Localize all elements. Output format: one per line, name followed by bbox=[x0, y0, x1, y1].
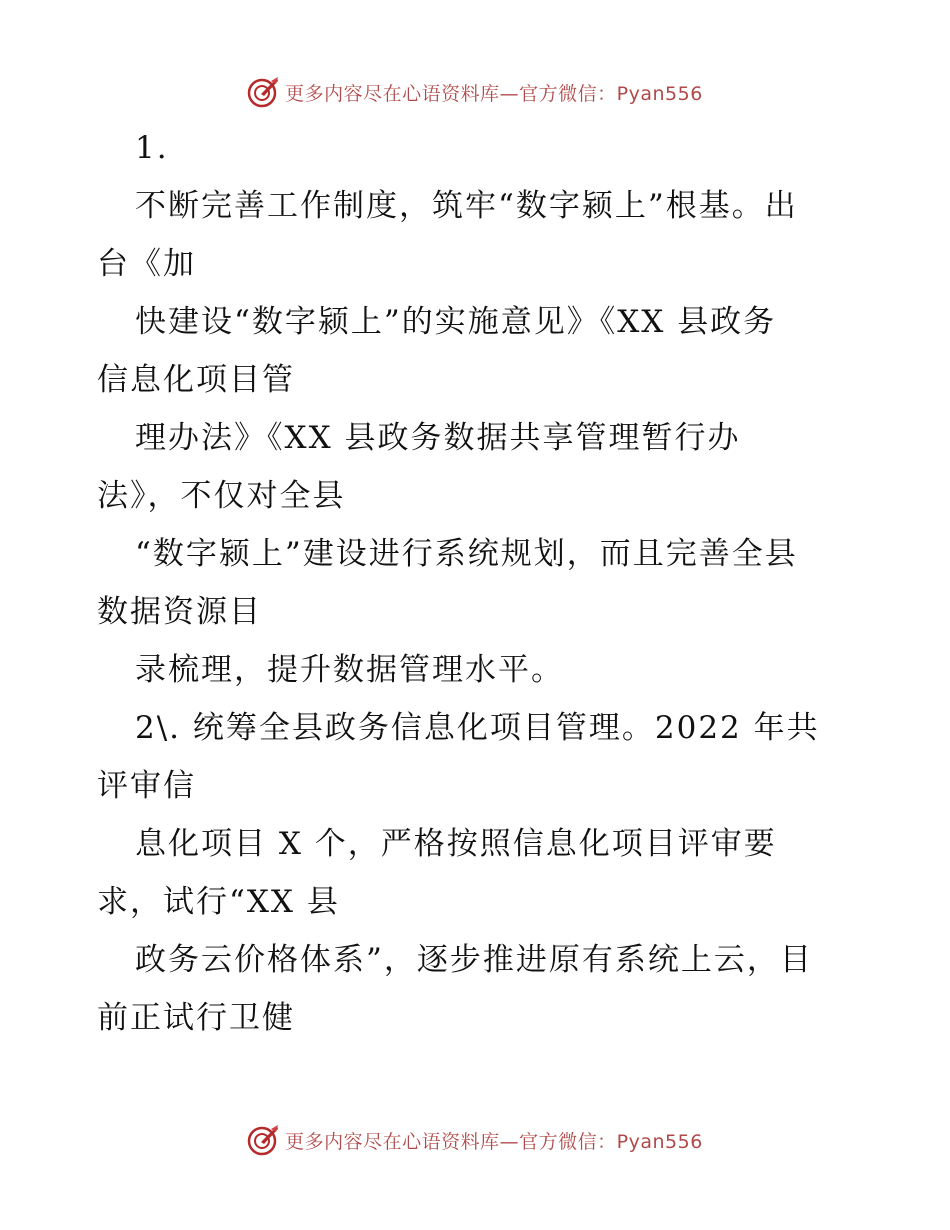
text-line: 1. bbox=[135, 130, 169, 166]
text-line: 理办法》《XX 县政务数据共享管理暂行办 bbox=[135, 420, 741, 456]
text-line: 法》，不仅对全县 bbox=[97, 478, 346, 514]
text-line: 政务云价格体系”，逐步推进原有系统上云，目 bbox=[135, 942, 813, 978]
text-line: 2\. 统筹全县政务信息化项目管理。2022 年共 bbox=[135, 710, 820, 746]
text-line: 不断完善工作制度，筑牢“数字颍上”根基。出 bbox=[135, 188, 798, 224]
text-line: 数据资源目 bbox=[97, 594, 262, 630]
header-wechat-id: Pyan556 bbox=[616, 82, 703, 105]
quill-logo-icon bbox=[247, 75, 281, 109]
text-line: 评审信 bbox=[97, 768, 196, 804]
footer-banner-text: 更多内容尽在心语资料库—官方微信：Pyan556 bbox=[285, 1130, 703, 1153]
text-line: 前正试行卫健 bbox=[97, 1000, 295, 1036]
quill-logo-icon bbox=[247, 1123, 281, 1157]
text-line: 息化项目 X 个，严格按照信息化项目评审要 bbox=[135, 826, 777, 862]
text-line: 求，试行“XX 县 bbox=[97, 884, 340, 920]
header-banner bbox=[0, 72, 950, 112]
text-line: 信息化项目管 bbox=[97, 362, 295, 398]
text-line: 快建设“数字颍上”的实施意见》《XX 县政务 bbox=[135, 304, 777, 340]
text-line: “数字颍上”建设进行系统规划，而且完善全县 bbox=[135, 536, 798, 572]
header-banner-text: 更多内容尽在心语资料库—官方微信：Pyan556 bbox=[285, 82, 703, 105]
text-line: 台《加 bbox=[97, 246, 196, 282]
text-line: 录梳理，提升数据管理水平。 bbox=[135, 652, 564, 688]
footer-banner bbox=[0, 1120, 950, 1160]
footer-wechat-id: Pyan556 bbox=[616, 1130, 703, 1153]
